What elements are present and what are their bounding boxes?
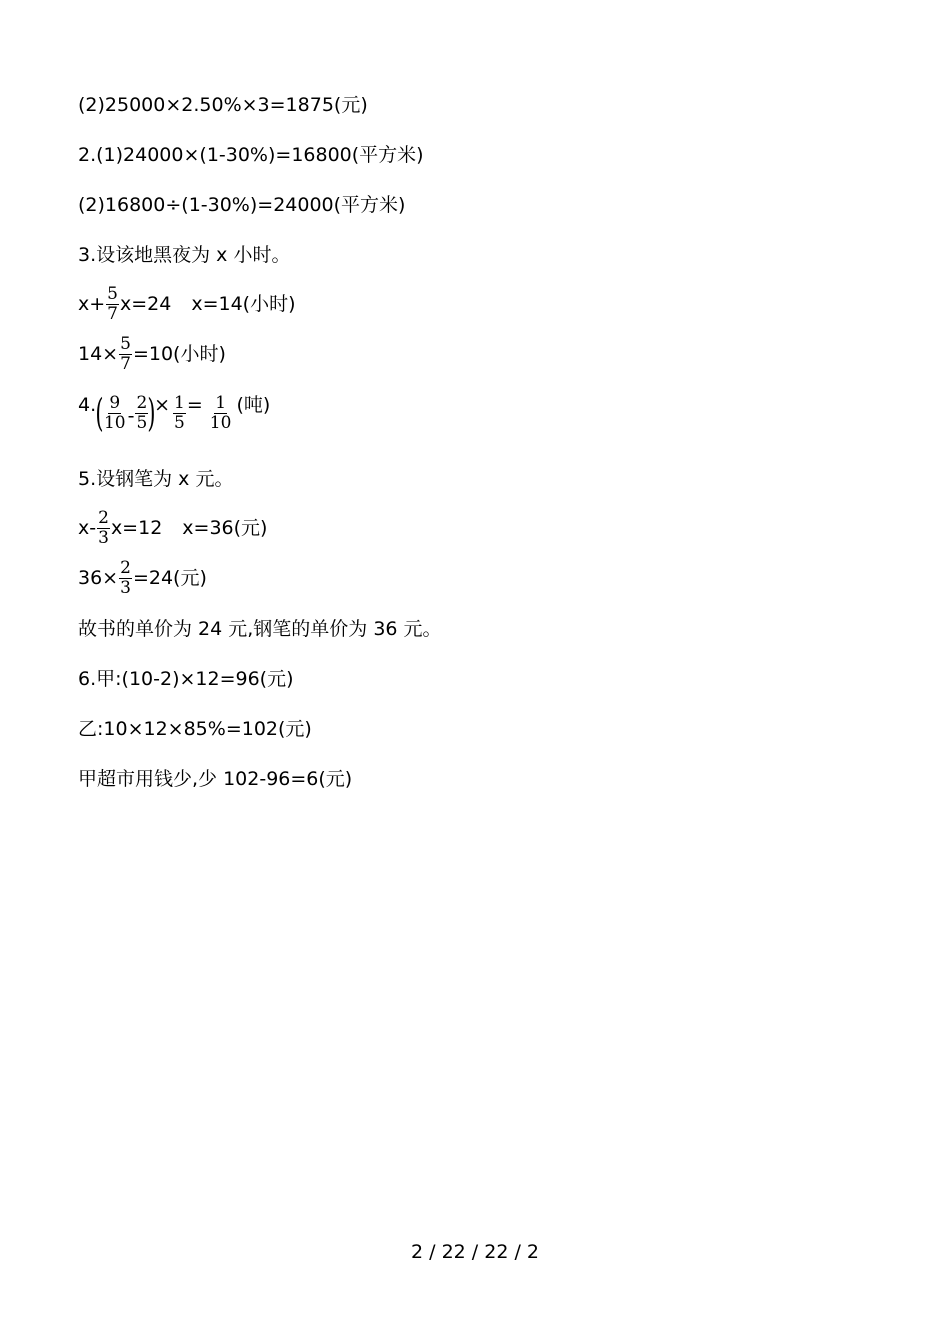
answer-text: (2)25000×2.50%×3=1875(元) xyxy=(78,94,368,116)
denominator: 7 xyxy=(120,353,131,374)
expr-part: (吨) xyxy=(236,394,271,416)
denominator: 3 xyxy=(120,577,131,598)
answer-line-8 xyxy=(78,467,233,491)
answer-line-12 xyxy=(78,667,294,691)
answer-line-14 xyxy=(78,767,352,791)
fraction xyxy=(106,285,119,324)
denominator: 5 xyxy=(174,413,185,433)
expr-part: x+ xyxy=(78,293,106,315)
expr-part: = xyxy=(186,394,203,416)
answer-text: 6.甲:(10-2)×12=96(元) xyxy=(78,668,294,690)
expr-part: x=12 xyxy=(110,517,163,539)
expr-part: =24(元) xyxy=(132,567,207,589)
denominator: 3 xyxy=(98,527,109,548)
fraction xyxy=(97,509,110,548)
left-paren: ( xyxy=(95,391,104,435)
denominator: 10 xyxy=(103,413,126,433)
numerator: 5 xyxy=(107,283,118,304)
answer-line-1 xyxy=(78,93,368,117)
expr-part: x- xyxy=(78,517,97,539)
answer-line-11 xyxy=(78,617,442,641)
fraction xyxy=(209,394,233,433)
expr-part: 14× xyxy=(78,343,119,365)
expr-part: =10(小时) xyxy=(132,343,226,365)
equation-line-10 xyxy=(78,556,207,600)
equation-line-6 xyxy=(78,332,226,376)
answer-text: 甲超市用钱少,少 102-96=6(元) xyxy=(78,768,353,790)
fraction xyxy=(173,394,186,433)
right-paren: ) xyxy=(147,391,156,435)
answer-line-13 xyxy=(78,717,312,741)
expr-part: x=14(小时) xyxy=(191,293,296,315)
expr-part: - xyxy=(127,405,135,427)
expr-part: × xyxy=(154,394,171,416)
numerator: 2 xyxy=(120,557,131,578)
answer-text: 故书的单价为 24 元,钢笔的单价为 36 元。 xyxy=(78,618,442,640)
answer-text: 5.设钢笔为 x 元。 xyxy=(78,468,234,490)
denominator: 7 xyxy=(107,303,118,324)
numerator: 1 xyxy=(174,393,185,413)
answer-line-4 xyxy=(78,243,290,267)
denominator: 5 xyxy=(136,413,148,433)
numerator: 1 xyxy=(215,393,227,413)
answer-line-2 xyxy=(78,143,424,167)
numerator: 2 xyxy=(136,393,148,413)
page-number: 2 / 22 / 22 / 2 xyxy=(411,1241,539,1263)
equation-line-9 xyxy=(78,506,267,550)
expr-part: 4. xyxy=(78,394,97,416)
fraction xyxy=(119,559,132,598)
expr-part: x=24 xyxy=(120,293,172,315)
answer-text: 乙:10×12×85%=102(元) xyxy=(78,718,312,740)
answer-text: 2.(1)24000×(1-30%)=16800(平方米) xyxy=(78,144,424,166)
denominator: 10 xyxy=(209,413,232,433)
expr-part: x=36(元) xyxy=(182,517,268,539)
numerator: 9 xyxy=(109,393,121,413)
equation-line-5 xyxy=(78,282,296,326)
numerator: 5 xyxy=(120,333,131,354)
answer-text: 3.设该地黑夜为 x 小时。 xyxy=(78,244,291,266)
answer-line-3 xyxy=(78,193,405,217)
equation-line-7 xyxy=(78,391,270,439)
fraction xyxy=(103,394,127,433)
answer-text: (2)16800÷(1-30%)=24000(平方米) xyxy=(78,194,406,216)
fraction xyxy=(119,335,132,374)
expr-part: 36× xyxy=(78,567,119,589)
numerator: 2 xyxy=(98,507,109,528)
